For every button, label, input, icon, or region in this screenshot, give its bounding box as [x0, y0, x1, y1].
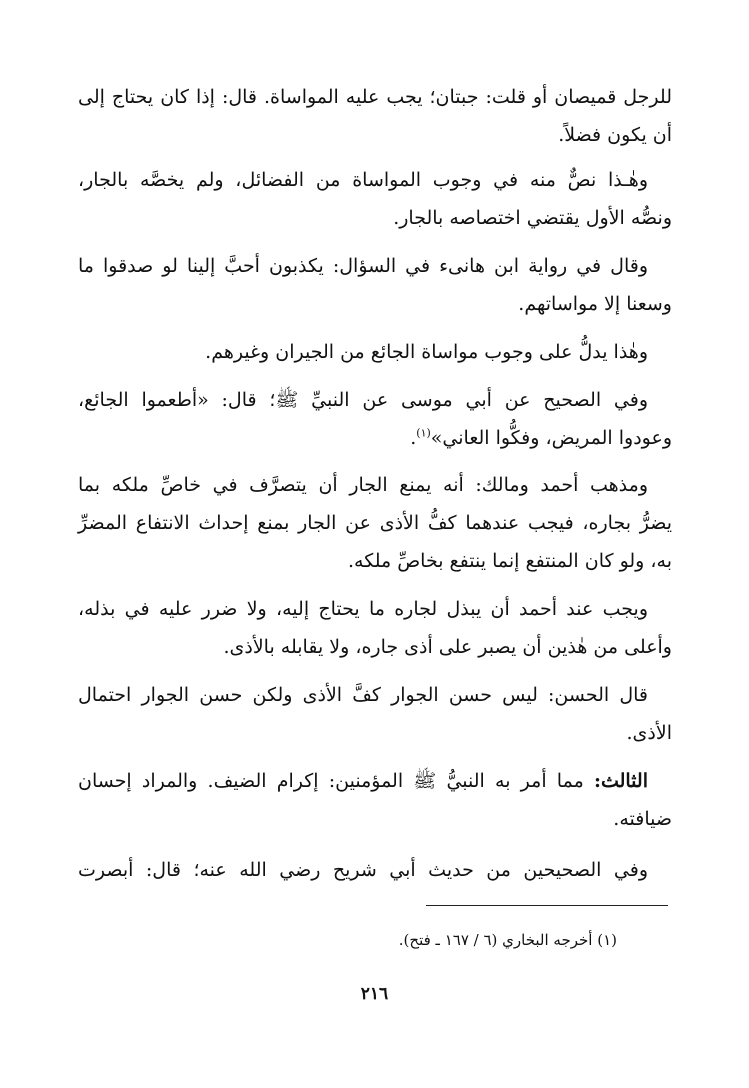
- paragraph-line: وهٰـذا نصٌّ منه في وجوب المواساة من الفضائل، ولم يخصَّه بالجار،: [78, 169, 648, 191]
- paragraph-line: وأعلى من هٰذين أن يصبر على أذى جاره، ولا يقابله بالأذى.: [223, 636, 672, 658]
- section-text: مما أمر به النبيُّ ﷺ المؤمنين: إكرام الضيف. والمراد إحسان: [78, 770, 594, 792]
- footnote-separator: [426, 905, 668, 906]
- paragraph-line: وفي الصحيحين من حديث أبي شريح رضي الله عنه؛ قال: أبصرت: [78, 859, 648, 881]
- paragraph-line: وهٰذا يدلُّ على وجوب مواساة الجائع من الجيران وغيرهم.: [205, 341, 648, 363]
- section-heading: الثالث:: [593, 770, 648, 792]
- paragraph-6: [78, 466, 672, 580]
- paragraph-line: ونصُّه الأول يقتضي اختصاصه بالجار.: [393, 207, 672, 229]
- paragraph-line: للرجل قميصان أو قلت: جبتان؛ يجب عليه المواساة. قال: إذا كان يحتاج إلى: [78, 86, 672, 108]
- paragraph-4: [78, 333, 672, 371]
- paragraph-line: ومذهب أحمد ومالك: أنه يمنع الجار أن يتصرَّف في خاصِّ ملكه بما: [78, 474, 648, 496]
- paragraph-line: وفي الصحيح عن أبي موسى عن النبيِّ ﷺ؛ قال: «أطعموا الجائع،: [78, 389, 648, 411]
- paragraph-line: ضيافته.: [613, 808, 672, 830]
- paragraph-7: [78, 590, 672, 666]
- paragraph-line: قال الحسن: ليس حسن الجوار كفَّ الأذى ولكن حسن الجوار احتمال: [78, 684, 648, 706]
- paragraph-8: [78, 676, 672, 752]
- hadith-text: وعودوا المريض، وفكُّوا العاني»: [430, 427, 672, 449]
- footnote-ref: (١): [416, 426, 431, 440]
- paragraph-1: [78, 78, 672, 154]
- paragraph-line: [78, 762, 672, 800]
- paragraph-line: يضرُّ بجاره، فيجب عندهما كفُّ الأذى عن الجار بمنع إحداث الانتفاع المضرِّ: [78, 512, 672, 534]
- paragraph-line: وقال في رواية ابن هانىء في السؤال: يكذبون أحبَّ إلينا لو صدقوا ما: [78, 255, 648, 277]
- paragraph-line: أن يكون فضلاً.: [558, 124, 672, 146]
- page-number: ٢١٦: [360, 984, 389, 1004]
- paragraph-line: ويجب عند أحمد أن يبذل لجاره ما يحتاج إليه، ولا ضرر عليه في بذله،: [78, 598, 648, 620]
- paragraph-line: [78, 419, 672, 457]
- paragraph-line: وسعنا إلا مواساتهم.: [518, 293, 672, 315]
- paragraph-3: [78, 247, 672, 323]
- paragraph-2: [78, 161, 672, 237]
- paragraph-5: [78, 381, 672, 457]
- paragraph-line: الأذى.: [626, 722, 672, 744]
- footnote: (١) أخرجه البخاري (٦ / ١٦٧ ـ فتح).: [398, 931, 617, 949]
- line-end: .: [410, 427, 417, 449]
- paragraph-10: [78, 851, 672, 889]
- paragraph-line: به، ولو كان المنتفع إنما ينتفع بخاصِّ ملكه.: [347, 550, 672, 572]
- paragraph-9: [78, 762, 672, 838]
